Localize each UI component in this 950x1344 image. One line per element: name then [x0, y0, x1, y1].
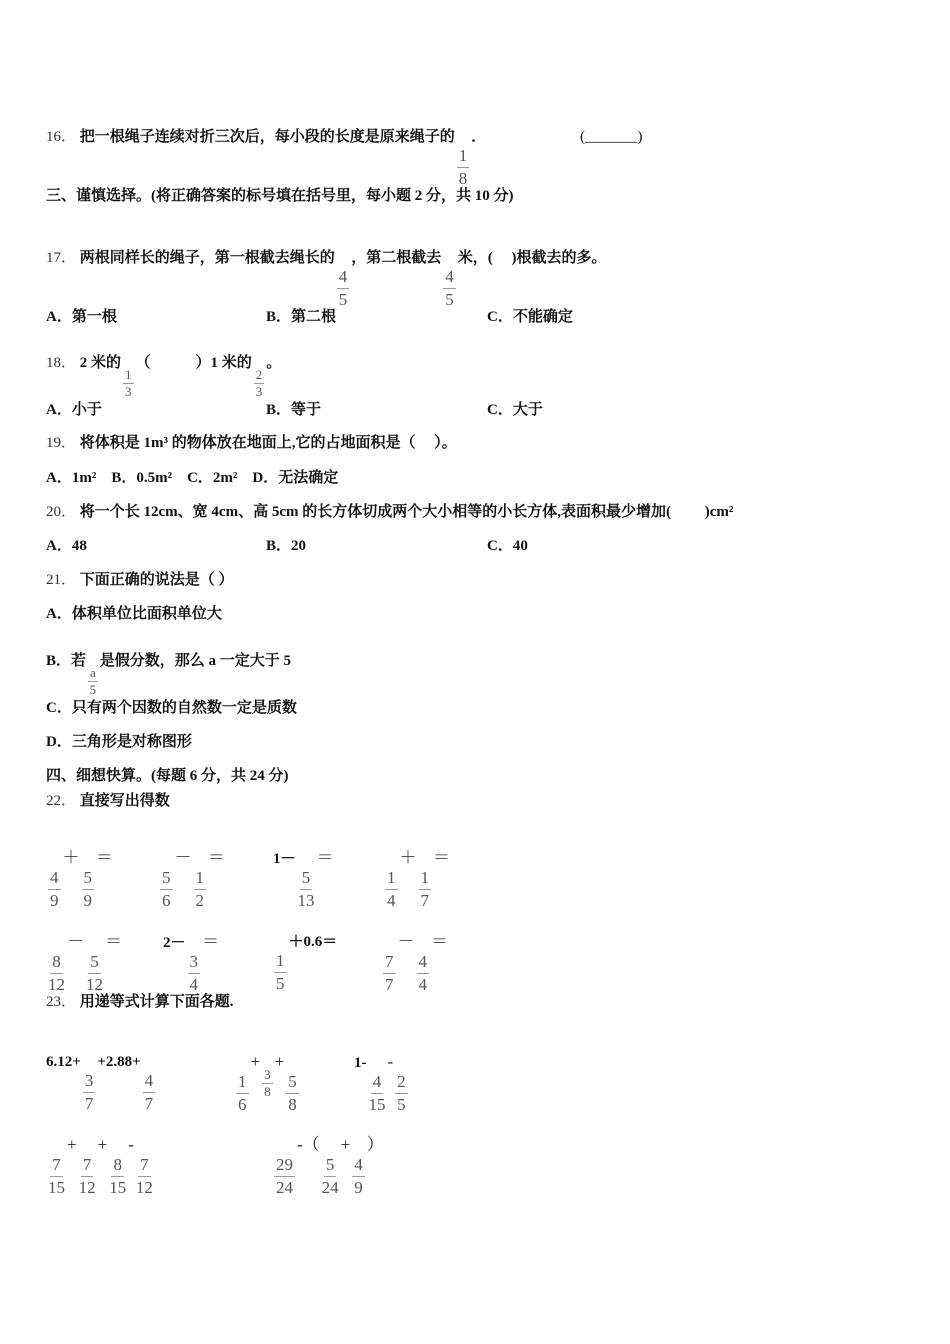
fraction-denominator: 12: [86, 974, 103, 994]
text-segment: －: [397, 932, 415, 951]
fraction-denominator: 6: [238, 1094, 247, 1114]
text-segment: A．体积单位比面积单位大: [46, 606, 222, 622]
q20-option-b: B．20: [266, 538, 307, 554]
text-segment: ＝: [202, 932, 220, 951]
text-segment: ，第二根截去: [351, 250, 442, 266]
text-segment: +2.88+: [97, 1054, 141, 1070]
fraction: [274, 950, 287, 995]
q17-option-b: B．第二根: [266, 309, 337, 325]
q22-expression: [273, 848, 334, 912]
fraction-numerator: 7: [50, 1154, 63, 1177]
text-segment: +: [340, 1135, 351, 1154]
q20-option-a: A．48: [46, 538, 87, 554]
q19-options: A．1m² B．0.5m² C．2m² D．无法确定: [46, 470, 339, 486]
fraction-numerator: 5: [88, 951, 101, 974]
fraction: [143, 1070, 156, 1115]
fraction-numerator: 1: [236, 1071, 249, 1094]
fraction: [83, 1070, 96, 1115]
text-segment: D．三角形是对称图形: [46, 734, 192, 750]
text-segment: +: [97, 1135, 108, 1154]
fraction-denominator: 4: [387, 890, 396, 910]
section-3-heading: 三、谨慎选择。(将正确答案的标号填在括号里，每小题 2 分，共 10 分): [46, 188, 514, 204]
text-segment: ＋: [62, 848, 80, 867]
fraction-denominator: 5: [276, 973, 285, 993]
text-segment: +: [250, 1052, 261, 1071]
q22-expression: [158, 848, 225, 912]
text-segment: 米，( )根截去的多。: [457, 250, 607, 266]
fraction: [274, 1154, 295, 1199]
q23-expression: [354, 1052, 410, 1116]
answer-blank-16: (_______): [580, 129, 643, 145]
fraction-denominator: 9: [50, 890, 59, 910]
fraction: [48, 1154, 65, 1199]
fraction: [352, 1154, 365, 1199]
fraction-denominator: 15: [109, 1177, 127, 1197]
text-segment: ＝: [96, 848, 113, 867]
text-segment: 6.12+: [46, 1054, 81, 1070]
fraction-numerator: 7: [138, 1154, 151, 1177]
question-number: 22．: [46, 793, 77, 809]
fraction: [194, 867, 207, 912]
fraction: [48, 867, 61, 912]
fraction: [123, 367, 134, 400]
fraction-denominator: 2: [195, 890, 204, 910]
fraction: [298, 867, 315, 912]
fraction-numerator: 4: [143, 1070, 156, 1093]
q23-expression: [46, 1135, 155, 1199]
section-4-heading: 四、细想快算。(每题 6 分，共 24 分): [46, 768, 289, 784]
fraction-numerator: 8: [111, 1154, 124, 1177]
fraction-denominator: 15: [368, 1094, 386, 1114]
text-segment: 直接写出得数: [76, 793, 170, 809]
fraction: [286, 1071, 299, 1116]
fraction-denominator: 12: [135, 1177, 153, 1197]
fraction-numerator: 1: [457, 145, 470, 168]
fraction-numerator: 4: [417, 951, 430, 974]
fraction-numerator: 7: [383, 951, 396, 974]
text-segment: C．只有两个因数的自然数一定是质数: [46, 700, 297, 716]
fraction-denominator: 3: [255, 383, 263, 399]
fraction-denominator: 3: [125, 383, 132, 399]
text-segment: 将体积是 1m³ 的物体放在地面上,它的占地面积是（ ）。: [76, 435, 457, 451]
text-segment: （ ）1 米的: [135, 355, 252, 371]
fraction-denominator: 9: [354, 1177, 363, 1197]
fraction-numerator: 4: [352, 1154, 365, 1177]
text-segment: 。: [266, 355, 282, 371]
question-number: 16．: [46, 129, 77, 145]
fraction-numerator: 5: [160, 867, 173, 890]
fraction: [457, 145, 470, 190]
question-number: 19．: [46, 435, 77, 451]
fraction: [188, 951, 201, 996]
text-segment: ＋0.6＝: [288, 934, 338, 950]
text-segment: ．: [471, 129, 487, 145]
text-segment: 1－: [273, 851, 296, 867]
question-17: [46, 248, 607, 311]
fraction-denominator: 15: [48, 1177, 65, 1197]
fraction-denominator: 12: [78, 1177, 96, 1197]
fraction-numerator: a: [90, 664, 96, 680]
q21-option-d: [46, 732, 192, 752]
fraction-denominator: 7: [385, 974, 394, 994]
text-segment: ＝: [433, 848, 450, 867]
text-segment: ＝: [208, 848, 225, 867]
q18-option-b: B．等于: [266, 402, 322, 418]
fraction: [417, 951, 430, 996]
text-segment: 2－: [163, 935, 186, 951]
fraction-denominator: 5: [338, 289, 348, 309]
question-number: 23．: [46, 994, 77, 1010]
fraction: [337, 266, 350, 311]
text-segment: －: [174, 848, 192, 867]
fraction-denominator: 5: [445, 289, 454, 309]
fraction-numerator: 4: [371, 1071, 384, 1094]
fraction-numerator: 5: [82, 867, 95, 890]
fraction: [79, 1154, 96, 1199]
text-segment: ＝: [316, 848, 334, 867]
text-segment: ＝: [431, 932, 448, 951]
fraction: [86, 951, 103, 996]
fraction-numerator: 3: [188, 951, 201, 974]
text-segment: 将一个长 12cm、宽 4cm、高 5cm 的长方体切成两个大小相等的小长方体,表面积最少增加( )cm²: [76, 504, 734, 520]
q17-option-c: C．不能确定: [487, 309, 573, 325]
q22-expression: [46, 848, 113, 912]
fraction-numerator: 7: [81, 1154, 94, 1177]
fraction: [262, 1067, 273, 1100]
fraction: [385, 867, 398, 912]
fraction: [395, 1071, 408, 1116]
fraction-denominator: 24: [321, 1177, 339, 1197]
question-number: 20．: [46, 504, 77, 520]
fraction-numerator: 5: [286, 1071, 299, 1094]
question-23-title: [46, 992, 234, 1012]
text-segment: 下面正确的说法是（ ）: [76, 572, 234, 588]
fraction-denominator: 12: [48, 974, 65, 994]
question-number: 21．: [46, 572, 77, 588]
fraction-denominator: 13: [297, 890, 315, 910]
q21-option-b: [46, 651, 291, 698]
fraction-denominator: 8: [264, 1083, 271, 1099]
question-19: [46, 433, 457, 453]
fraction: [88, 665, 98, 698]
q23-expression: [272, 1135, 384, 1199]
text-segment: ＋: [399, 848, 417, 867]
question-16: [46, 127, 486, 190]
fraction-denominator: 6: [162, 890, 171, 910]
q17-option-a: A．第一根: [46, 309, 117, 325]
fraction-denominator: 24: [276, 1177, 293, 1197]
fraction-numerator: 3: [83, 1070, 96, 1093]
q18-option-a: A．小于: [46, 402, 102, 418]
fraction: [254, 367, 265, 400]
fraction-numerator: 3: [264, 1066, 271, 1082]
fraction-denominator: 9: [83, 890, 92, 910]
fraction: [419, 867, 432, 912]
text-segment: B．若: [46, 653, 87, 669]
q18-option-c: C．大于: [487, 402, 543, 418]
fraction-denominator: 7: [84, 1093, 94, 1113]
question-18: [46, 353, 281, 400]
fraction: [443, 266, 456, 311]
q22-expression: [163, 932, 219, 996]
fraction-denominator: 5: [397, 1094, 406, 1114]
text-segment: 2 米的: [76, 355, 122, 371]
text-segment: 把一根绳子连续对折三次后，每小段的长度是原来绳子的: [76, 129, 455, 145]
fraction-numerator: 4: [48, 867, 61, 890]
fraction-numerator: 2: [395, 1071, 408, 1094]
text-segment: ＝: [105, 932, 122, 951]
q20-option-c: C．40: [487, 538, 528, 554]
fraction-denominator: 8: [288, 1094, 297, 1114]
fraction: [322, 1154, 339, 1199]
text-segment: -: [128, 1135, 134, 1154]
fraction-numerator: 1: [194, 867, 207, 890]
question-21: [46, 570, 234, 590]
fraction-denominator: 4: [189, 974, 199, 994]
fraction: [136, 1154, 153, 1199]
q21-option-a: [46, 604, 222, 624]
fraction-denominator: 8: [458, 168, 468, 188]
q23-expression: [46, 1052, 157, 1115]
text-segment: 是假分数，那么 a 一定大于 5: [99, 653, 292, 669]
fraction-numerator: 8: [50, 951, 63, 974]
text-segment: -（: [297, 1135, 320, 1154]
fraction-numerator: 4: [443, 266, 456, 289]
fraction-numerator: 5: [300, 867, 313, 890]
fraction-numerator: 1: [274, 950, 287, 973]
fraction-numerator: 2: [255, 366, 263, 382]
fraction: [48, 951, 65, 996]
question-22-title: [46, 791, 170, 811]
fraction-numerator: 1: [385, 867, 398, 890]
fraction: [383, 951, 396, 996]
text-segment: ）: [366, 1135, 384, 1154]
text-segment: +: [67, 1135, 77, 1154]
question-20: [46, 502, 733, 522]
q22-expression: [383, 848, 450, 912]
fraction-numerator: 29: [274, 1154, 295, 1177]
q21-option-c: [46, 698, 297, 718]
fraction: [109, 1154, 126, 1199]
fraction: [236, 1071, 249, 1116]
fraction: [160, 867, 173, 912]
q23-expression: [234, 1052, 301, 1116]
q22-expression: [272, 932, 337, 995]
text-segment: +: [274, 1052, 285, 1071]
question-number: 18．: [46, 355, 77, 371]
fraction-denominator: 4: [418, 974, 427, 994]
text-segment: 用递等式计算下面各题.: [76, 994, 234, 1010]
fraction-numerator: 1: [125, 366, 132, 382]
fraction-numerator: 4: [337, 266, 350, 289]
q22-expression: [46, 932, 122, 996]
text-segment: 两根同样长的绳子，第一根截去绳长的: [76, 250, 335, 266]
fraction-denominator: 7: [420, 890, 429, 910]
fraction: [82, 867, 95, 912]
text-segment: -: [387, 1052, 394, 1071]
text-segment: －: [67, 932, 84, 951]
question-number: 17．: [46, 250, 77, 266]
fraction-denominator: 5: [89, 681, 97, 697]
text-segment: 1-: [354, 1055, 367, 1071]
fraction-numerator: 5: [324, 1154, 337, 1177]
fraction-denominator: 7: [144, 1093, 154, 1113]
fraction-numerator: 1: [419, 867, 432, 890]
fraction: [369, 1071, 386, 1116]
q22-expression: [381, 932, 448, 996]
